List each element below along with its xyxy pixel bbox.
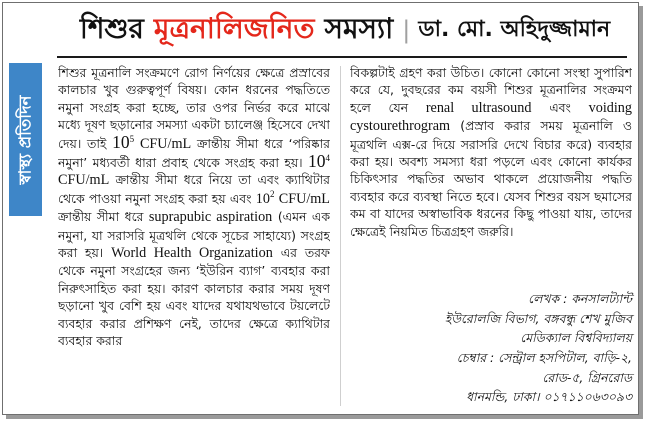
body-text: এবং [549, 99, 571, 115]
body-text: (প্রস্রাব করার সময় মূত্রনালি ও মূত্রথলি এক্স-রে দিয়ে সরাসরি দেখে বিচার করে) ব্যবহার করা হয়। অবশ্য সমস্যা ধরা পড়লে এবং কোনো কার্যকর চিকিৎসার পদ্ধতির অভাব থাকলে প্রয়োজনীয় পদ্ধতি ব্যবহার করে ব্যবস্থা নিতে হবে। যেসব শিশুর বয়স ছমাসের কম বা যাদের অস্বাভাবিক ধরনের কিছু পাওয়া যায়, তাদের ক্ষেত্রেই নিয়মিত চিত্রগ্রহণ জরুরি। [350, 118, 632, 239]
cfu-base: 10 [307, 151, 326, 172]
headline-separator: | [402, 16, 411, 44]
cfu-exponent: 5 [129, 133, 135, 144]
author-byline [352, 289, 632, 413]
body-text: (এমন এক নমুনা, যা সরাসরি মূত্রথলি থেকে সূচের সাহায্যে) সংগ্রহ করা হয়। [58, 209, 330, 261]
byline-line: রোড-৫, গ্রিনরোড [542, 369, 632, 385]
body-text: শিশুর মূত্রনালি সংক্রমণে রোগ নির্ণয়ের ক্ষেত্রে প্রস্রাবের কালচার খুব গুরুত্বপূর্ণ বিষয়। কোন ধরনের পদ্ধতিতে নমুনা সংগ্রহ করা হচ্ছে, তার ওপর নির্ভর করে মাঝে মধ্যে দূষণ ছড়ানোর সমস্যা একটা চ্যালেঞ্জ হিসেবে দেখা দেয়। তাই [58, 65, 330, 151]
column-divider [340, 66, 341, 406]
cfu-exponent: 2 [269, 188, 275, 199]
cfu-exponent: 4 [325, 153, 330, 164]
cfu-value [112, 132, 134, 152]
cfu-base: 10 [112, 131, 130, 152]
body-text: এর তরফ থেকে নমুনা সংগ্রহের জন্য ‘ইউরিন ব্যাগ’ ব্যবহার করা নিরুৎসাহিত করা হয়। কারণ কালচার করার সময় দূষণ ছড়ানো খুব বেশি হয় এবং যাদের যথাযথভাবে টয়লেটে ব্যবহার করার প্রশিক্ষণ নেই, তাদের ক্ষেত্রে ক্যাথিটার ব্যবহার করার [58, 245, 330, 349]
suprapubic-term: suprapubic aspiration [148, 209, 273, 226]
body-text: ক্রান্তীয় সীমা ধরে [58, 209, 144, 225]
byline-line: লেখক : কনসালট্যান্ট [528, 291, 632, 306]
body-text: বিকল্পটাই গ্রহণ করা উচিত। কোনো কোনো সংস্থা সুপারিশ করে যে, দুবছরের কম বয়সী শিশুর মূত্রনালির সংক্রমণ হলে যেন [350, 65, 632, 115]
voiding-term: voiding cystourethrogram [350, 99, 632, 135]
headline-highlight: মূত্রনালিজনিত [153, 11, 315, 45]
byline-line: চেম্বার : সেন্ট্রাল হসপিটাল, বাড়ি-২, [456, 350, 632, 366]
headline-author: ডা. মো. অহিদুজ্জামান [418, 16, 611, 42]
byline-line: মেডিক্যাল বিশ্ববিদ্যালয় [520, 330, 632, 346]
renal-term: renal ultrasound [425, 99, 532, 116]
cfu-value [255, 188, 275, 207]
cfu-base: 10 [255, 190, 270, 207]
section-tab [9, 63, 42, 216]
headline-suffix: সমস্যা [324, 11, 394, 45]
byline-line: ধানমন্ডি, ঢাকা। ০১৭১১০৬৩০৯৩ [466, 389, 632, 405]
headline [54, 6, 636, 54]
byline-line: ইউরোলজি বিভাগ, বঙ্গবন্ধু শেখ মুজিব [444, 310, 632, 326]
body-text: ক্রান্তীয় সীমা ধরে ‘পরিষ্কার নমুনা’ মধ্যবর্তী ধারা প্রবাহ থেকে সংগ্রহ করা হয়। [58, 135, 330, 171]
cfu-unit: CFU/mL [58, 172, 110, 189]
article-column-left [58, 64, 330, 412]
frame-shadow-right [639, 6, 643, 417]
frame-shadow-bottom [6, 415, 643, 419]
headline-rule [57, 56, 627, 58]
cfu-unit: CFU/mL [139, 135, 192, 152]
who-term: World Health Organization [111, 245, 273, 262]
section-label: স্বাস্থ্য প্রতিদিন [15, 95, 34, 184]
cfu-value [308, 151, 330, 171]
cfu-unit: CFU/mL [278, 190, 330, 207]
body-text: ক্রান্তীয় সীমা ধরে নিয়ে তা এবং ক্যাথিটার থেকে পাওয়া নমুনা সংগ্রহ করা হয় এবং [58, 172, 330, 206]
headline-prefix: শিশুর [79, 11, 144, 45]
